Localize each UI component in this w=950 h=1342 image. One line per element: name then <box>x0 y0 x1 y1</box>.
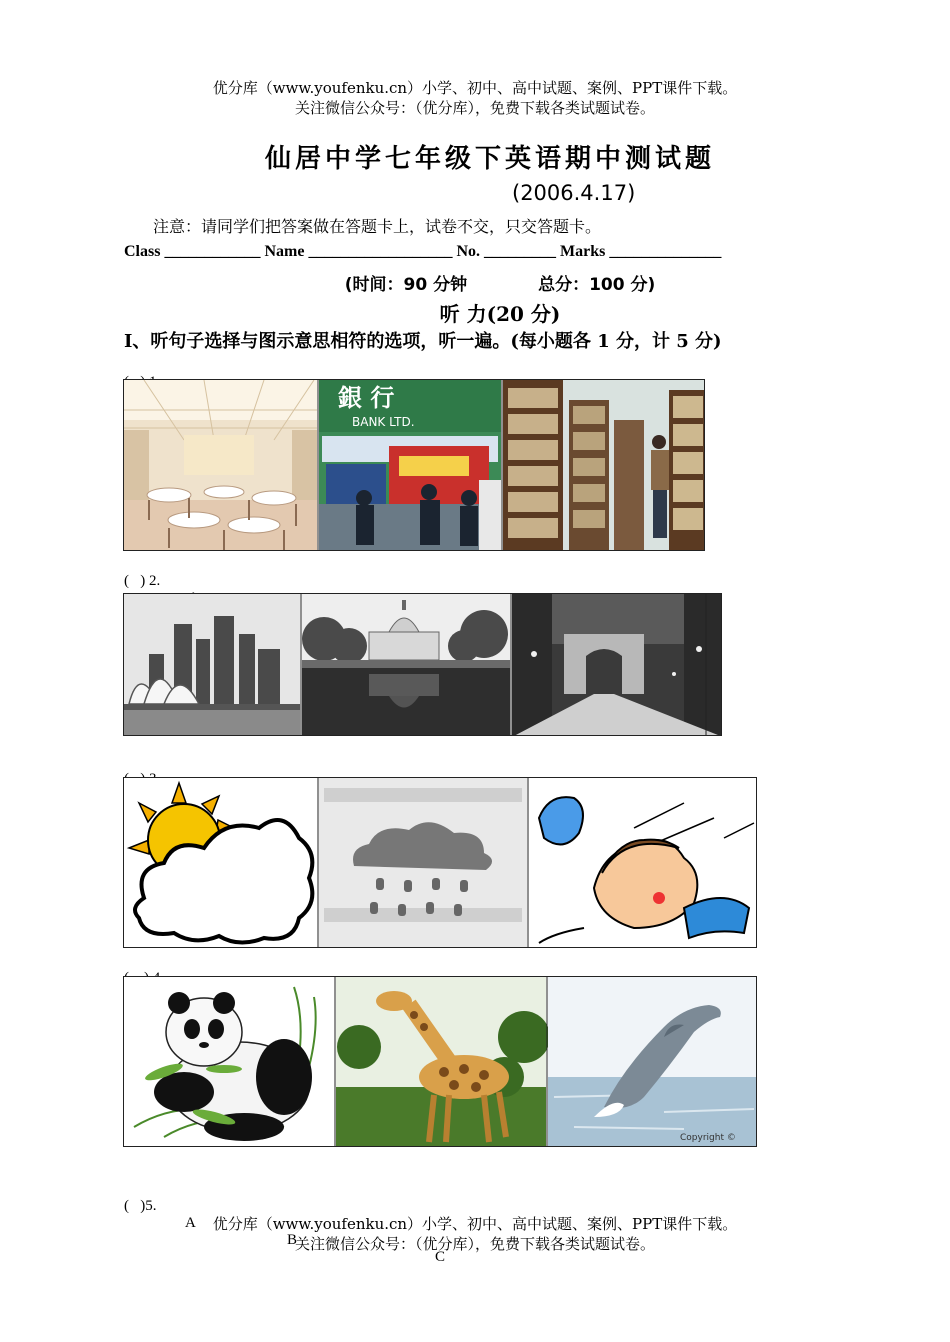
arc-de-triomphe-image <box>512 594 722 736</box>
library-image <box>503 380 705 551</box>
student-info-fields: Class ____________ Name __________________ No. _________ Marks ______________ <box>124 243 722 260</box>
dolphin-image <box>548 977 757 1147</box>
option-b-label: B <box>287 1232 298 1248</box>
header-line-1: 优分库（www.youfenku.cn）小学、初中、高中试题、案例、PPT课件下载。 <box>212 79 738 97</box>
option-c-label: C <box>435 1249 446 1265</box>
section-title: 听 力(20 分) <box>439 302 561 326</box>
windy-boy-icon <box>529 778 757 948</box>
notice: 注意：请同学们把答案做在答题卡上，试卷不交，只交答题卡。 <box>153 217 602 236</box>
footer-line-1: 优分库（www.youfenku.cn）小学、初中、高中试题、案例、PPT课件下载。 <box>212 1215 738 1233</box>
instruction: I、听句子选择与图示意思相符的选项，听一遍。(每小题各 1 分，计 5 分) <box>124 331 722 352</box>
sydney-opera-house-image <box>124 594 300 736</box>
restaurant-image <box>124 380 317 551</box>
question-1 <box>124 357 724 377</box>
footer-line-2: 关注微信公众号：（优分库），免费下载各类试题试卷。 <box>294 1235 655 1253</box>
exam-title: 仙居中学七年级下英语期中测试题 <box>264 144 715 174</box>
giraffe-image <box>336 977 550 1147</box>
rainy-cloud-icon <box>319 778 527 948</box>
photo-credit: Copyright © <box>680 1133 736 1143</box>
question-2-images <box>123 593 722 736</box>
question-number: ( )5. <box>124 1198 157 1214</box>
question-3 <box>124 754 724 774</box>
time-and-score: (时间：90 分钟 总分：100 分) <box>344 275 656 295</box>
question-number: ( ) 2. <box>124 573 161 589</box>
question-1-images <box>123 379 705 551</box>
panda-image <box>124 977 334 1147</box>
sunny-cloudy-icon <box>124 778 317 948</box>
bank-image <box>319 380 501 551</box>
bank-sign-chinese: 銀 行 <box>338 383 395 412</box>
bank-sign-english: BANK LTD. <box>352 415 415 429</box>
us-capitol-image <box>302 594 510 736</box>
header-line-2: 关注微信公众号：（优分库），免费下载各类试题试卷。 <box>294 99 655 117</box>
exam-date: (2006.4.17) <box>512 181 636 205</box>
question-2 <box>124 556 724 589</box>
option-a-label: A <box>185 1215 196 1231</box>
question-4-images <box>123 976 757 1147</box>
question-4 <box>124 953 724 973</box>
question-3-images <box>123 777 757 948</box>
